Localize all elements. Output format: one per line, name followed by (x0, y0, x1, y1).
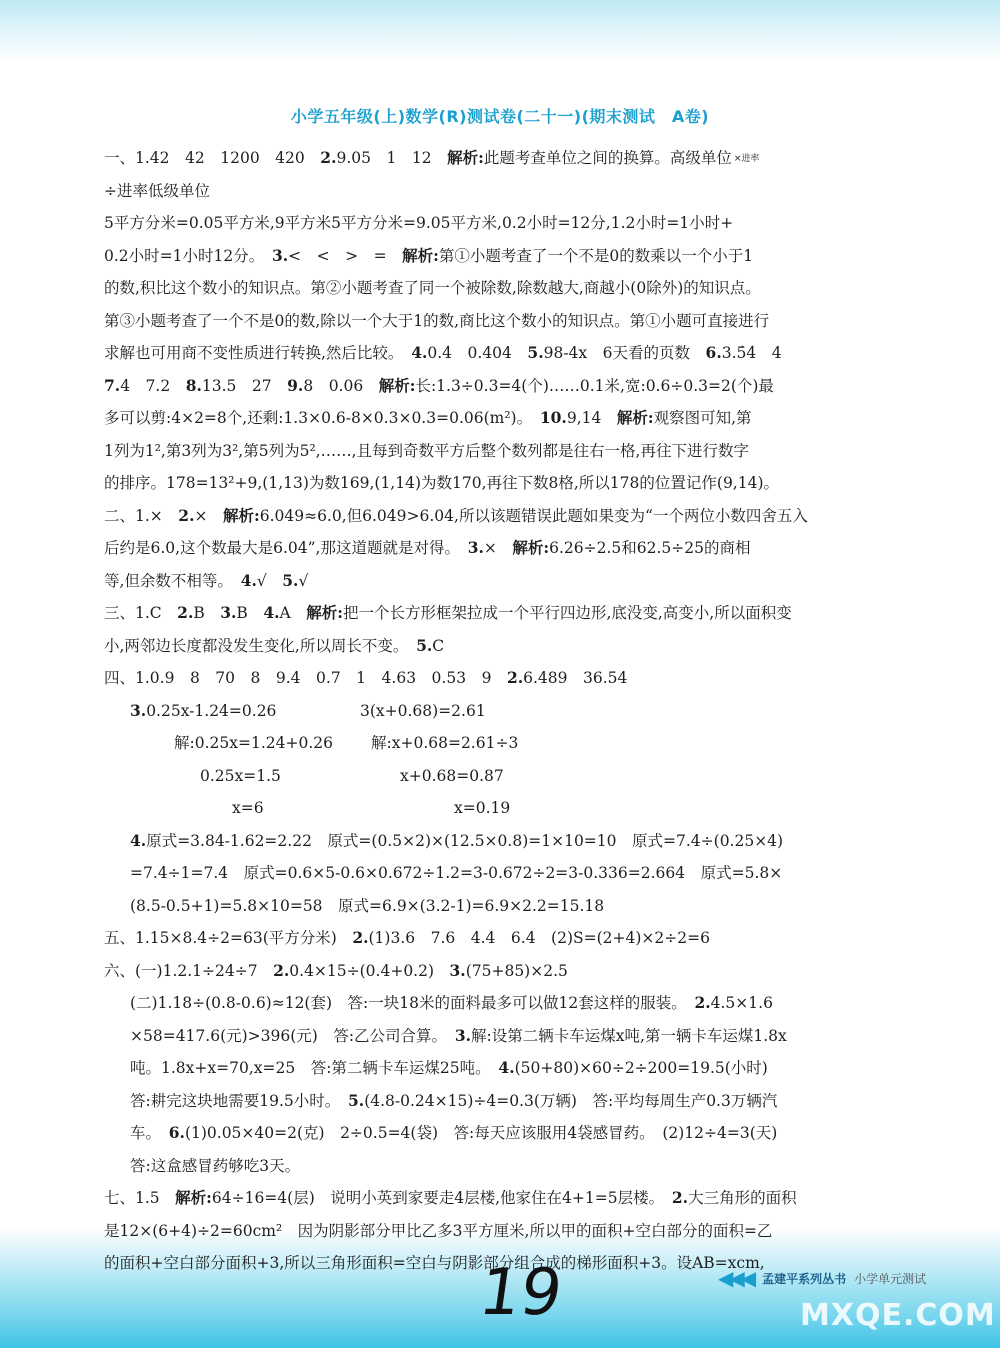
conversion-fraction: ×进率 (733, 154, 760, 164)
answer-line: 求解也可用商不变性质进行转换,然后比较。 4.0.4̇ 0.404 5.98-4x 6天看的页数 6.3.5̇4̇ 4 (104, 343, 782, 362)
answer-line: 四、1.0.9 8 70 8 9.4 0.7 1 4.63 0.53 9 2.6.489 36.54 (104, 668, 628, 687)
answer-line: (8.5-0.5+1)=5.8×10=58 原式=6.9×(3.2-1)=6.9×2.2=15.18 (130, 896, 605, 915)
answer-line: 六、(一)1.2.1÷24÷7 2.0.4×15÷(0.4+0.2) 3.(75+85)×2.5 (104, 960, 568, 980)
answer-line: 三、1.C 2.B 3.B 4.A 解析:把一个长方形框架拉成一个平行四边形,底没变,高变小,所以面积变 (104, 603, 792, 622)
answer-content: 一、1.42 42 1200 420 2.9.05 1 12 解析:此题考查单位之间的换算。高级单位 ×进率 ÷进率低级单位 5平方分米=0.05平方米,9平方米5平方分米=9.05平方米,0.2小时=12分,1.2小时=1小时+ 0.2小时=1小时12分。 3.< < > = 解析:第①小题考查了一个不是0的数乘以一个小于1 的数,积比这个数小的知识点。第②小题考查了同一个被除数,除数越大,商越小(0除外)的知识点。 第③小题考查了一个不是0的数,除以一个大于1的数,商比这个数小的知识点。第①小题可直接进行 求解也可用商不变性质进行转换,然后比较。 4.0.4̇ 0.404 5.98-4x 6天看的页数 6.3.5̇4̇ 4 7.4 7.2 8.13.5 27 9.8 0.06 解析:长:1.3÷0.3=4(个)……0.1米,宽:0.6÷0.3=2(个)最 多可以剪:4×2=8个,还剩:1.3×0.6-8×0.3×0.3=0.06(m²)。 10.9,14 解析:观察图可知,第 1列为1²,第3列为3²,第5列为5²,……,且每到奇数平方后整个数列都是往右一格,再往下进行数字 的排序。178=13²+9,(1,13)为数169,(1,14)为数170,再往下数8格,所以178的位置记作(9,14)。 二、1.× 2.× 解析:6.049≈6.0,但6.049>6.04,所以该题错误此题如果变为“一个两位小数四舍五入 后约是6.0,这个数最大是6.04”,那这道题就是对得。 3.× 解析:6.26÷2.5和62.5÷25的商相 等,但余数不相等。 4.√ 5.√ 三、1.C 2.B 3.B 4.A 解析:把一个长方形框架拉成一个平行四边形,底没变,高变小,所以面积变 小,两邻边长度都没发生变化,所以周长不变。 5.C 四、1.0.9 8 70 8 9.4 0.7 1 4.63 0.53 9 2.6.489 36.54 3.0.25x-1.24=0.26 3(x+0.68)=2.61 解:0.25x=1.24+0.26 解:x+0.68=2.61÷3 0.25x=1.5 x+0.68=0.87 x=6 x=0.19 4.原式=3.84-1.62=2.22 原式=(0.5×2)×(12.5×0.8)=1×10=10 原式=7.4÷(0.25×4) =7.4÷1=7.4 原式=0.6×5-0.6×0.672÷1.2=3-0.672÷2=3-0.336=2.664 原式=5.8× (8.5-0.5+1)=5.8×10=58 原式=6.9×(3.2-1)=6.9×2.2=15.18 五、1.15×8.4÷2=63(平方分米) 2.(1)3.6 7.6 4.4 6.4 (2)S=(2+4)×2÷2=6 六、(一)1.2.1÷24÷7 2.0.4×15÷(0.4+0.2) 3.(75+85)×2.5 (二)1.18÷(0.8-0.6)≈12(套) 答:一块18米的面料最多可以做12套这样的服装。 2.4.5×1.6 ×58=417.6(元)>396(元) 答:乙公司合算。 3.解:设第二辆卡车运煤x吨,第一辆卡车运煤1.8x 吨。1.8x+x=70,x=25 答:第二辆卡车运煤25吨。 4.(50+80)×60÷2÷200=19.5(小时) 答:耕完这块地需要19.5小时。 5.(4.8-0.24×15)÷4=0.3(万辆) 答:平均每周生产0.3万辆汽 车。 6.(1)0.05×40=2(克) 2÷0.5=4(袋) 答:每天应该服用4袋感冒药。 (2)12÷4=3(天) 答:这盒感冒药够吃3天。 七、1.5 解析:64÷16=4(层) 说明小英到家要走4层楼,他家住在4+1=5层楼。 2.大三角形的面积 是12×(6+4)÷2=60cm² 因为阴影部分甲比乙多3平方厘米,所以甲的面积+空白部分的面积=乙 的面积+空白部分面积+3,所以三角形面积=空白与阴影部分组合成的梯形面积+3。设AB=xcm, (104, 142, 918, 1280)
answer-line: 等,但余数不相等。 4.√ 5.√ (104, 570, 309, 590)
answer-line: 第③小题考查了一个不是0的数,除以一个大于1的数,商比这个数小的知识点。第①小题可直接进行 (104, 311, 770, 330)
answer-line: 车。 6.(1)0.05×40=2(克) 2÷0.5=4(袋) 答:每天应该服用4袋感冒药。 (2)12÷4=3(天) (130, 1123, 778, 1142)
answer-line: =7.4÷1=7.4 原式=0.6×5-0.6×0.672÷1.2=3-0.672÷2=3-0.336=2.664 原式=5.8× (130, 864, 783, 882)
answer-line: 4.原式=3.84-1.62=2.22 原式=(0.5×2)×(12.5×0.8)=1×10=10 原式=7.4÷(0.25×4) (130, 830, 784, 850)
answer-line: 的数,积比这个数小的知识点。第②小题考查了同一个被除数,除数越大,商越小(0除外)的知识点。 (104, 279, 761, 297)
answer-line: (二)1.18÷(0.8-0.6)≈12(套) 答:一块18米的面料最多可以做12套这样的服装。 2.4.5×1.6 (130, 993, 773, 1012)
footer-brand (718, 1266, 926, 1290)
answer-line: 吨。1.8x+x=70,x=25 答:第二辆卡车运煤25吨。 4.(50+80)×60÷2÷200=19.5(小时) (130, 1058, 768, 1077)
answer-line: 5平方分米=0.05平方米,9平方米5平方分米=9.05平方米,0.2小时=12分,1.2小时=1小时+ (104, 214, 734, 232)
equation-row: 3.0.25x-1.24=0.26 3(x+0.68)=2.61 (130, 700, 486, 720)
answer-line: 0.2小时=1小时12分。 3.< < > = 解析:第①小题考查了一个不是0的数乘以一个小于1 (104, 245, 754, 265)
page-title: 小学五年级(上)数学(R)测试卷(二十一)(期末测试 A卷) (290, 107, 710, 126)
answer-line: 答:这盒感冒药够吃3天。 (130, 1156, 301, 1175)
answer-line: ×58=417.6(元)>396(元) 答:乙公司合算。 3.解:设第二辆卡车运煤x吨,第一辆卡车运煤1.8x (130, 1025, 787, 1045)
answer-line: 7.4 7.2 8.13.5 27 9.8 0.06 解析:长:1.3÷0.3=4(个)……0.1米,宽:0.6÷0.3=2(个)最 (104, 375, 774, 395)
top-decor-band (0, 0, 1000, 62)
answer-line: 的面积+空白部分面积+3,所以三角形面积=空白与阴影部分组合成的梯形面积+3。设AB=xcm, (104, 1254, 765, 1272)
equation-row: x=6 x=0.19 (232, 799, 511, 817)
answer-line: 1列为1²,第3列为3²,第5列为5²,……,且每到奇数平方后整个数列都是往右一格,再往下进行数字 (104, 441, 749, 460)
answer-line: 一、1.42 42 1200 420 2.9.05 1 12 解析:此题考查单位之间的换算。高级单位 ×进率 (104, 148, 760, 167)
page-number: 19 (474, 1256, 567, 1330)
answer-line: 二、1.× 2.× 解析:6.049≈6.0,但6.049>6.04,所以该题错误此题如果变为“一个两位小数四舍五入 (104, 505, 808, 525)
answer-line: 的排序。178=13²+9,(1,13)为数169,(1,14)为数170,再往下数8格,所以178的位置记作(9,14)。 (104, 474, 780, 492)
answer-line: 答:耕完这块地需要19.5小时。 5.(4.8-0.24×15)÷4=0.3(万辆) 答:平均每周生产0.3万辆汽 (130, 1090, 778, 1110)
arrow-icon: ◀◀◀ (718, 1266, 753, 1290)
answer-line: 后约是6.0,这个数最大是6.04”,那这道题就是对得。 3.× 解析:6.26÷2.5和62.5÷25的商相 (104, 538, 751, 557)
series-name: 小学单元测试 (854, 1271, 927, 1286)
answer-line: 小,两邻边长度都没发生变化,所以周长不变。 5.C (104, 635, 445, 655)
answer-line: 是12×(6+4)÷2=60cm² 因为阴影部分甲比乙多3平方厘米,所以甲的面积+空白部分的面积=乙 (104, 1221, 773, 1240)
answer-line: 七、1.5 解析:64÷16=4(层) 说明小英到家要走4层楼,他家住在4+1=5层楼。 2.大三角形的面积 (104, 1188, 797, 1207)
equation-row: 解:0.25x=1.24+0.26 解:x+0.68=2.61÷3 (174, 734, 519, 752)
watermark: MXQE.COM (800, 1298, 996, 1333)
equation-row: 0.25x=1.5 x+0.68=0.87 (200, 766, 504, 785)
answer-line: 多可以剪:4×2=8个,还剩:1.3×0.6-8×0.3×0.3=0.06(m²)。 10.9,14 解析:观察图可知,第 (104, 408, 752, 427)
answer-line: 五、1.15×8.4÷2=63(平方分米) 2.(1)3.6 7.6 4.4 6.4 (2)S=(2+4)×2÷2=6 (104, 928, 710, 947)
brand-name: 孟建平系列丛书 (762, 1271, 847, 1286)
